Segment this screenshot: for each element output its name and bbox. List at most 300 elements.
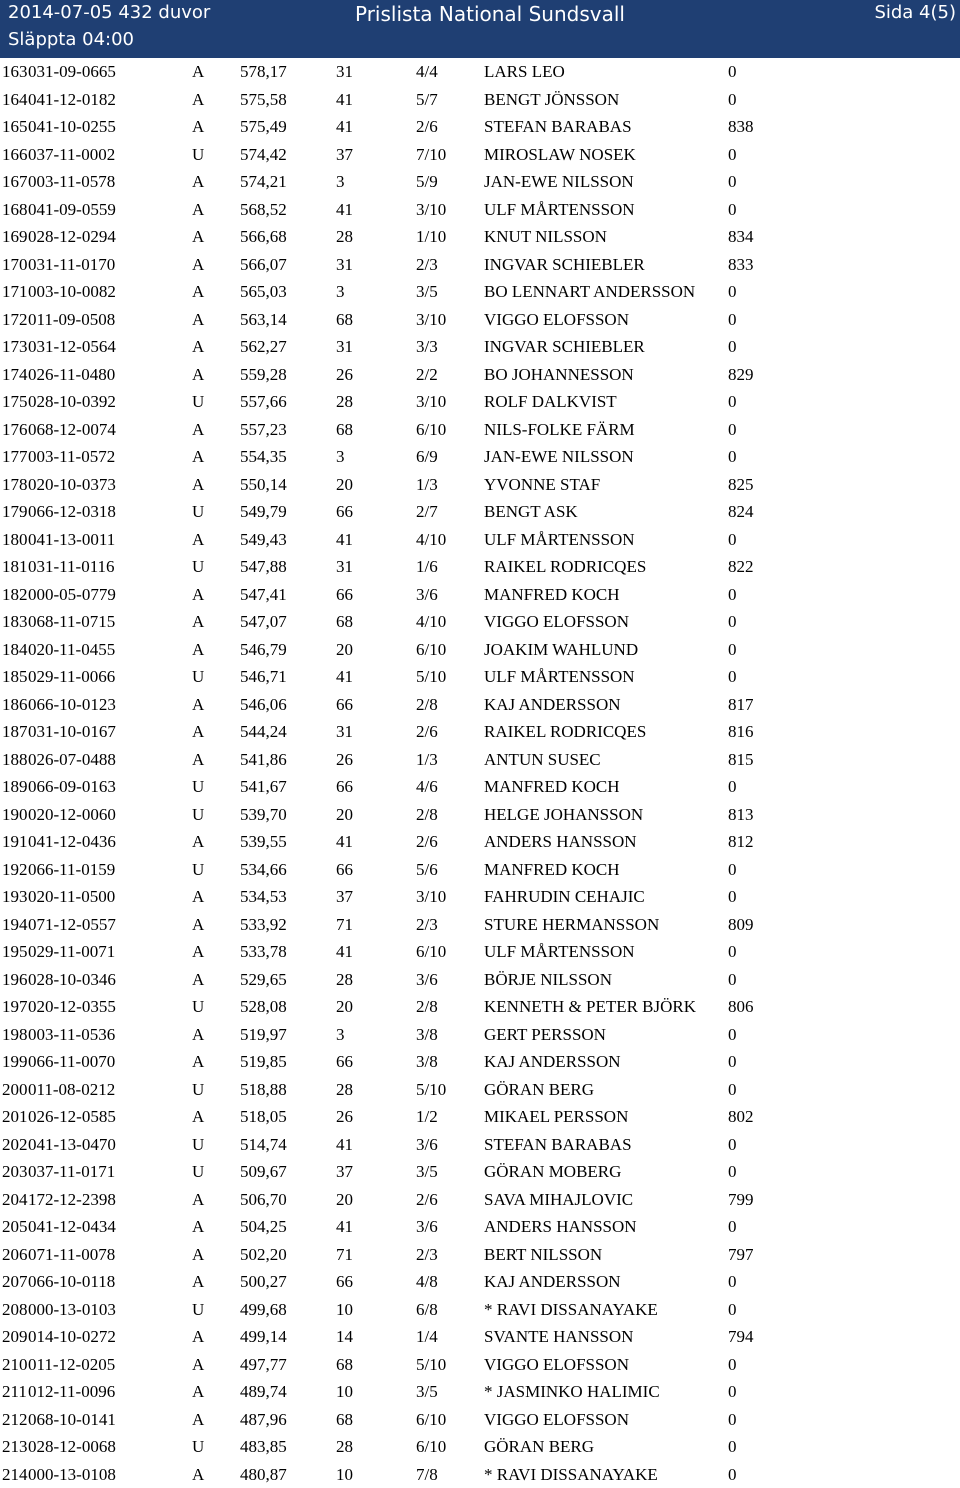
place-cell: 191 <box>2 832 28 852</box>
owner-cell: JOAKIM WAHLUND <box>484 640 638 660</box>
sex-cell: U <box>192 860 204 880</box>
place-cell: 209 <box>2 1327 28 1347</box>
place-cell: 175 <box>2 392 28 412</box>
speed-cell: 568,52 <box>240 200 287 220</box>
rank-cell: 6/10 <box>416 1410 446 1430</box>
rank-cell: 6/9 <box>416 447 438 467</box>
table-row <box>0 1103 960 1131</box>
owner-cell: MANFRED KOCH <box>484 860 620 880</box>
loft-cell: 41 <box>336 530 353 550</box>
ring-number-cell: 068-12-0074 <box>28 420 116 440</box>
sex-cell: U <box>192 1437 204 1457</box>
speed-cell: 528,08 <box>240 997 287 1017</box>
place-cell: 180 <box>2 530 28 550</box>
prize-cell: 0 <box>728 447 737 467</box>
place-cell: 166 <box>2 145 28 165</box>
ring-number-cell: 028-12-0068 <box>28 1437 116 1457</box>
table-row <box>0 1241 960 1269</box>
sex-cell: A <box>192 722 204 742</box>
rank-cell: 2/7 <box>416 502 438 522</box>
place-cell: 183 <box>2 612 28 632</box>
sex-cell: A <box>192 887 204 907</box>
table-row <box>0 1158 960 1186</box>
speed-cell: 519,85 <box>240 1052 287 1072</box>
place-cell: 199 <box>2 1052 28 1072</box>
ring-number-cell: 029-11-0066 <box>28 667 115 687</box>
speed-cell: 575,58 <box>240 90 287 110</box>
table-row <box>0 1213 960 1241</box>
owner-cell: BENGT JÖNSSON <box>484 90 619 110</box>
ring-number-cell: 031-11-0170 <box>28 255 115 275</box>
owner-cell: HELGE JOHANSSON <box>484 805 643 825</box>
prize-cell: 817 <box>728 695 754 715</box>
prize-cell: 0 <box>728 1355 737 1375</box>
ring-number-cell: 031-09-0665 <box>28 62 116 82</box>
ring-number-cell: 003-11-0578 <box>28 172 115 192</box>
table-row <box>0 911 960 939</box>
prize-cell: 824 <box>728 502 754 522</box>
owner-cell: MANFRED KOCH <box>484 585 620 605</box>
speed-cell: 566,07 <box>240 255 287 275</box>
place-cell: 212 <box>2 1410 28 1430</box>
rank-cell: 5/10 <box>416 1080 446 1100</box>
prize-cell: 0 <box>728 667 737 687</box>
ring-number-cell: 066-12-0318 <box>28 502 116 522</box>
prize-cell: 0 <box>728 1080 737 1100</box>
prize-cell: 834 <box>728 227 754 247</box>
sex-cell: A <box>192 1382 204 1402</box>
table-row <box>0 1406 960 1434</box>
loft-cell: 68 <box>336 310 353 330</box>
ring-number-cell: 041-13-0011 <box>28 530 115 550</box>
sex-cell: A <box>192 750 204 770</box>
prize-cell: 0 <box>728 1272 737 1292</box>
place-cell: 206 <box>2 1245 28 1265</box>
owner-cell: INGVAR SCHIEBLER <box>484 255 645 275</box>
speed-cell: 554,35 <box>240 447 287 467</box>
owner-cell: GÖRAN MOBERG <box>484 1162 621 1182</box>
owner-cell: GÖRAN BERG <box>484 1437 594 1457</box>
rank-cell: 1/3 <box>416 750 438 770</box>
owner-cell: RAIKEL RODRICQES <box>484 557 646 577</box>
table-row <box>0 278 960 306</box>
speed-cell: 562,27 <box>240 337 287 357</box>
place-cell: 189 <box>2 777 28 797</box>
ring-number-cell: 003-10-0082 <box>28 282 116 302</box>
owner-cell: ROLF DALKVIST <box>484 392 617 412</box>
table-row <box>0 828 960 856</box>
loft-cell: 41 <box>336 90 353 110</box>
place-cell: 196 <box>2 970 28 990</box>
sex-cell: U <box>192 1300 204 1320</box>
table-row <box>0 1076 960 1104</box>
owner-cell: BÖRJE NILSSON <box>484 970 612 990</box>
place-cell: 211 <box>2 1382 27 1402</box>
speed-cell: 557,66 <box>240 392 287 412</box>
ring-number-cell: 000-13-0108 <box>28 1465 116 1485</box>
place-cell: 195 <box>2 942 28 962</box>
rank-cell: 7/8 <box>416 1465 438 1485</box>
rank-cell: 2/8 <box>416 997 438 1017</box>
sex-cell: U <box>192 502 204 522</box>
table-row <box>0 223 960 251</box>
table-row <box>0 416 960 444</box>
owner-cell: SVANTE HANSSON <box>484 1327 633 1347</box>
ring-number-cell: 068-11-0715 <box>28 612 115 632</box>
sex-cell: A <box>192 1052 204 1072</box>
owner-cell: KNUT NILSSON <box>484 227 607 247</box>
prize-cell: 0 <box>728 640 737 660</box>
speed-cell: 499,68 <box>240 1300 287 1320</box>
sex-cell: A <box>192 1410 204 1430</box>
table-row <box>0 86 960 114</box>
loft-cell: 28 <box>336 227 353 247</box>
table-row <box>0 196 960 224</box>
owner-cell: STEFAN BARABAS <box>484 117 632 137</box>
sex-cell: A <box>192 282 204 302</box>
owner-cell: ANDERS HANSSON <box>484 1217 637 1237</box>
owner-cell: STEFAN BARABAS <box>484 1135 632 1155</box>
place-cell: 210 <box>2 1355 28 1375</box>
ring-number-cell: 071-12-0557 <box>28 915 116 935</box>
speed-cell: 557,23 <box>240 420 287 440</box>
sex-cell: U <box>192 557 204 577</box>
table-row <box>0 553 960 581</box>
place-cell: 182 <box>2 585 28 605</box>
ring-number-cell: 066-10-0118 <box>28 1272 115 1292</box>
sex-cell: A <box>192 255 204 275</box>
ring-number-cell: 068-10-0141 <box>28 1410 116 1430</box>
owner-cell: BO JOHANNESSON <box>484 365 634 385</box>
speed-cell: 506,70 <box>240 1190 287 1210</box>
sex-cell: A <box>192 117 204 137</box>
speed-cell: 539,55 <box>240 832 287 852</box>
prize-cell: 809 <box>728 915 754 935</box>
ring-number-cell: 003-11-0572 <box>28 447 115 467</box>
rank-cell: 2/8 <box>416 695 438 715</box>
speed-cell: 546,79 <box>240 640 287 660</box>
loft-cell: 10 <box>336 1382 353 1402</box>
sex-cell: A <box>192 420 204 440</box>
sex-cell: A <box>192 1465 204 1485</box>
prize-cell: 0 <box>728 1135 737 1155</box>
sex-cell: A <box>192 1355 204 1375</box>
prize-cell: 799 <box>728 1190 754 1210</box>
prize-cell: 825 <box>728 475 754 495</box>
ring-number-cell: 066-09-0163 <box>28 777 116 797</box>
ring-number-cell: 071-11-0078 <box>28 1245 115 1265</box>
table-row <box>0 306 960 334</box>
rank-cell: 4/10 <box>416 612 446 632</box>
speed-cell: 546,06 <box>240 695 287 715</box>
rank-cell: 5/6 <box>416 860 438 880</box>
loft-cell: 28 <box>336 1437 353 1457</box>
sex-cell: A <box>192 1217 204 1237</box>
rank-cell: 1/2 <box>416 1107 438 1127</box>
owner-cell: JAN-EWE NILSSON <box>484 172 634 192</box>
owner-cell: ULF MÅRTENSSON <box>484 200 635 220</box>
sex-cell: U <box>192 805 204 825</box>
table-row <box>0 773 960 801</box>
sex-cell: U <box>192 777 204 797</box>
prize-cell: 0 <box>728 970 737 990</box>
ring-number-cell: 014-10-0272 <box>28 1327 116 1347</box>
place-cell: 179 <box>2 502 28 522</box>
loft-cell: 66 <box>336 1272 353 1292</box>
table-row <box>0 581 960 609</box>
sex-cell: A <box>192 227 204 247</box>
owner-cell: SAVA MIHAJLOVIC <box>484 1190 633 1210</box>
speed-cell: 546,71 <box>240 667 287 687</box>
owner-cell: GERT PERSSON <box>484 1025 606 1045</box>
speed-cell: 563,14 <box>240 310 287 330</box>
sex-cell: U <box>192 392 204 412</box>
place-cell: 201 <box>2 1107 28 1127</box>
rank-cell: 3/5 <box>416 282 438 302</box>
rank-cell: 4/8 <box>416 1272 438 1292</box>
place-cell: 187 <box>2 722 28 742</box>
ring-number-cell: 037-11-0002 <box>28 145 115 165</box>
place-cell: 193 <box>2 887 28 907</box>
prize-cell: 0 <box>728 1437 737 1457</box>
owner-cell: JAN-EWE NILSSON <box>484 447 634 467</box>
table-row <box>0 471 960 499</box>
speed-cell: 559,28 <box>240 365 287 385</box>
place-cell: 192 <box>2 860 28 880</box>
loft-cell: 10 <box>336 1300 353 1320</box>
table-row <box>0 746 960 774</box>
speed-cell: 487,96 <box>240 1410 287 1430</box>
table-row <box>0 58 960 86</box>
table-row <box>0 443 960 471</box>
rank-cell: 7/10 <box>416 145 446 165</box>
sex-cell: U <box>192 145 204 165</box>
rank-cell: 1/10 <box>416 227 446 247</box>
loft-cell: 3 <box>336 282 345 302</box>
prize-cell: 0 <box>728 942 737 962</box>
owner-cell: KAJ ANDERSSON <box>484 1052 621 1072</box>
table-row <box>0 333 960 361</box>
loft-cell: 66 <box>336 777 353 797</box>
sex-cell: U <box>192 1135 204 1155</box>
table-row <box>0 608 960 636</box>
prize-cell: 0 <box>728 585 737 605</box>
loft-cell: 71 <box>336 915 353 935</box>
page-title: Prislista National Sundsvall <box>355 1 625 27</box>
place-cell: 163 <box>2 62 28 82</box>
table-row <box>0 718 960 746</box>
rank-cell: 2/6 <box>416 117 438 137</box>
speed-cell: 547,41 <box>240 585 287 605</box>
owner-cell: VIGGO ELOFSSON <box>484 1410 629 1430</box>
loft-cell: 31 <box>336 255 353 275</box>
ring-number-cell: 000-13-0103 <box>28 1300 116 1320</box>
loft-cell: 20 <box>336 805 353 825</box>
rank-cell: 3/6 <box>416 970 438 990</box>
place-cell: 176 <box>2 420 28 440</box>
ring-number-cell: 041-12-0182 <box>28 90 116 110</box>
ring-number-cell: 020-12-0060 <box>28 805 116 825</box>
prize-cell: 0 <box>728 172 737 192</box>
place-cell: 203 <box>2 1162 28 1182</box>
place-cell: 185 <box>2 667 28 687</box>
prize-cell: 833 <box>728 255 754 275</box>
loft-cell: 66 <box>336 502 353 522</box>
table-row <box>0 1296 960 1324</box>
loft-cell: 20 <box>336 997 353 1017</box>
speed-cell: 500,27 <box>240 1272 287 1292</box>
speed-cell: 518,88 <box>240 1080 287 1100</box>
table-row <box>0 883 960 911</box>
table-row <box>0 1268 960 1296</box>
loft-cell: 68 <box>336 1355 353 1375</box>
prize-cell: 812 <box>728 832 754 852</box>
table-row <box>0 663 960 691</box>
place-cell: 190 <box>2 805 28 825</box>
prize-cell: 0 <box>728 1382 737 1402</box>
prize-cell: 838 <box>728 117 754 137</box>
loft-cell: 71 <box>336 1245 353 1265</box>
sex-cell: U <box>192 1162 204 1182</box>
sex-cell: A <box>192 1272 204 1292</box>
prize-cell: 0 <box>728 310 737 330</box>
ring-number-cell: 037-11-0171 <box>28 1162 115 1182</box>
prize-cell: 0 <box>728 860 737 880</box>
table-row <box>0 141 960 169</box>
prize-cell: 806 <box>728 997 754 1017</box>
place-cell: 174 <box>2 365 28 385</box>
owner-cell: KAJ ANDERSSON <box>484 695 621 715</box>
rank-cell: 3/5 <box>416 1382 438 1402</box>
owner-cell: LARS LEO <box>484 62 565 82</box>
loft-cell: 31 <box>336 337 353 357</box>
ring-number-cell: 026-12-0585 <box>28 1107 116 1127</box>
table-row <box>0 636 960 664</box>
speed-cell: 565,03 <box>240 282 287 302</box>
place-cell: 168 <box>2 200 28 220</box>
rank-cell: 3/8 <box>416 1052 438 1072</box>
place-cell: 184 <box>2 640 28 660</box>
ring-number-cell: 028-12-0294 <box>28 227 116 247</box>
speed-cell: 533,92 <box>240 915 287 935</box>
place-cell: 170 <box>2 255 28 275</box>
speed-cell: 539,70 <box>240 805 287 825</box>
speed-cell: 549,43 <box>240 530 287 550</box>
owner-cell: ULF MÅRTENSSON <box>484 530 635 550</box>
ring-number-cell: 066-10-0123 <box>28 695 116 715</box>
sex-cell: A <box>192 1245 204 1265</box>
table-row <box>0 938 960 966</box>
ring-number-cell: 041-10-0255 <box>28 117 116 137</box>
speed-cell: 533,78 <box>240 942 287 962</box>
place-cell: 172 <box>2 310 28 330</box>
prize-cell: 0 <box>728 90 737 110</box>
loft-cell: 31 <box>336 722 353 742</box>
owner-cell: FAHRUDIN CEHAJIC <box>484 887 645 907</box>
loft-cell: 26 <box>336 750 353 770</box>
prize-cell: 0 <box>728 777 737 797</box>
owner-cell: * RAVI DISSANAYAKE <box>484 1300 658 1320</box>
place-cell: 207 <box>2 1272 28 1292</box>
sex-cell: A <box>192 172 204 192</box>
loft-cell: 26 <box>336 365 353 385</box>
loft-cell: 68 <box>336 420 353 440</box>
owner-cell: NILS-FOLKE FÄRM <box>484 420 635 440</box>
owner-cell: BENGT ASK <box>484 502 578 522</box>
table-row <box>0 526 960 554</box>
prize-cell: 0 <box>728 530 737 550</box>
table-row <box>0 1048 960 1076</box>
sex-cell: A <box>192 1107 204 1127</box>
loft-cell: 37 <box>336 145 353 165</box>
rank-cell: 5/7 <box>416 90 438 110</box>
rank-cell: 3/6 <box>416 585 438 605</box>
place-cell: 171 <box>2 282 28 302</box>
owner-cell: STURE HERMANSSON <box>484 915 659 935</box>
rank-cell: 4/10 <box>416 530 446 550</box>
rank-cell: 6/8 <box>416 1300 438 1320</box>
table-row <box>0 856 960 884</box>
prize-cell: 0 <box>728 1217 737 1237</box>
place-cell: 200 <box>2 1080 28 1100</box>
owner-cell: * JASMINKO HALIMIC <box>484 1382 660 1402</box>
prize-cell: 794 <box>728 1327 754 1347</box>
speed-cell: 534,66 <box>240 860 287 880</box>
sex-cell: A <box>192 310 204 330</box>
prize-cell: 0 <box>728 337 737 357</box>
speed-cell: 547,88 <box>240 557 287 577</box>
rank-cell: 5/10 <box>416 1355 446 1375</box>
sex-cell: A <box>192 915 204 935</box>
speed-cell: 502,20 <box>240 1245 287 1265</box>
place-cell: 165 <box>2 117 28 137</box>
speed-cell: 541,86 <box>240 750 287 770</box>
ring-number-cell: 012-11-0096 <box>28 1382 115 1402</box>
loft-cell: 37 <box>336 1162 353 1182</box>
rank-cell: 5/9 <box>416 172 438 192</box>
owner-cell: BERT NILSSON <box>484 1245 602 1265</box>
owner-cell: ULF MÅRTENSSON <box>484 942 635 962</box>
sex-cell: U <box>192 997 204 1017</box>
prize-cell: 0 <box>728 392 737 412</box>
place-cell: 214 <box>2 1465 28 1485</box>
loft-cell: 3 <box>336 1025 345 1045</box>
speed-cell: 529,65 <box>240 970 287 990</box>
ring-number-cell: 041-09-0559 <box>28 200 116 220</box>
sex-cell: A <box>192 832 204 852</box>
sex-cell: A <box>192 942 204 962</box>
sex-cell: A <box>192 1327 204 1347</box>
loft-cell: 68 <box>336 612 353 632</box>
speed-cell: 541,67 <box>240 777 287 797</box>
speed-cell: 550,14 <box>240 475 287 495</box>
ring-number-cell: 011-09-0508 <box>28 310 115 330</box>
speed-cell: 574,42 <box>240 145 287 165</box>
table-row <box>0 691 960 719</box>
ring-number-cell: 031-10-0167 <box>28 722 116 742</box>
speed-cell: 519,97 <box>240 1025 287 1045</box>
rank-cell: 6/10 <box>416 942 446 962</box>
rank-cell: 2/3 <box>416 255 438 275</box>
rank-cell: 2/6 <box>416 1190 438 1210</box>
loft-cell: 41 <box>336 1217 353 1237</box>
table-row <box>0 498 960 526</box>
sex-cell: A <box>192 365 204 385</box>
prize-cell: 802 <box>728 1107 754 1127</box>
owner-cell: KAJ ANDERSSON <box>484 1272 621 1292</box>
speed-cell: 499,14 <box>240 1327 287 1347</box>
ring-number-cell: 028-10-0346 <box>28 970 116 990</box>
